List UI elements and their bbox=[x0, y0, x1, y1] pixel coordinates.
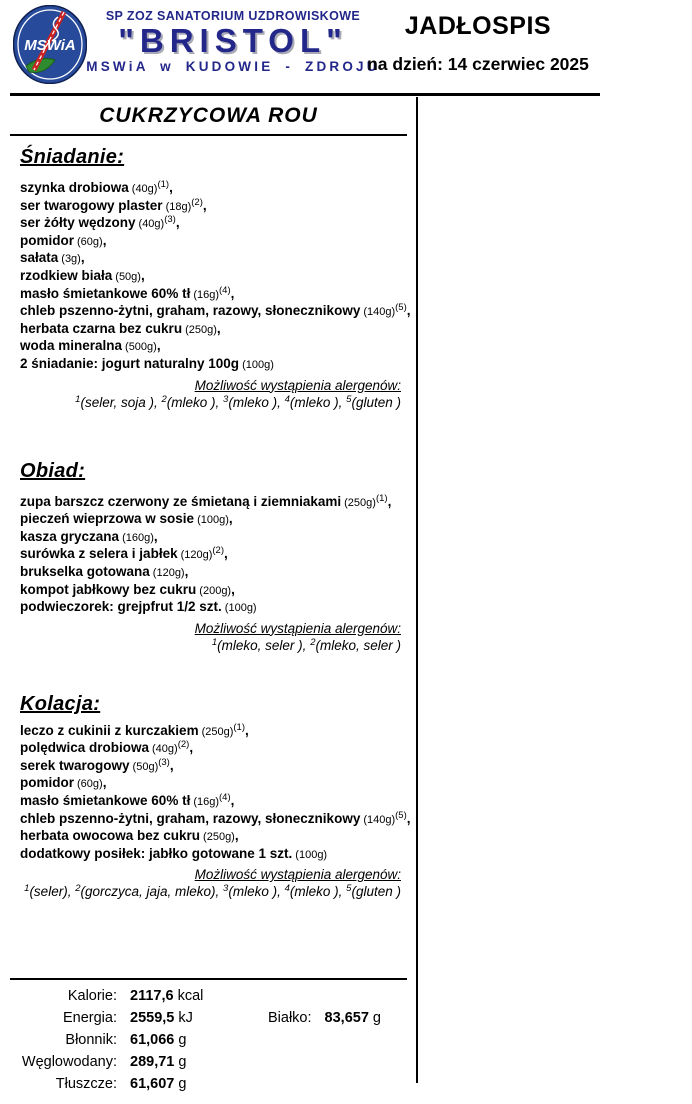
menu-item-portion: (120g) bbox=[152, 566, 185, 579]
nutrition-unit: g bbox=[178, 1076, 187, 1092]
allergen-text: (mleko ), bbox=[289, 884, 347, 900]
menu-item-name: kompot jabłkowy bez cukru bbox=[20, 581, 197, 597]
allergen-number: 3 bbox=[223, 393, 229, 405]
nutrition-row bbox=[10, 1029, 407, 1051]
allergen-block bbox=[10, 867, 407, 899]
menu-item bbox=[20, 286, 407, 304]
allergen-number: 4 bbox=[284, 393, 290, 405]
menu-item bbox=[20, 268, 407, 286]
allergen-text: (gorczyca, jaja, mleko), bbox=[80, 884, 224, 900]
allergen-number: 1 bbox=[211, 636, 218, 648]
item-separator: , bbox=[234, 828, 239, 844]
nutrition-row bbox=[10, 1007, 407, 1029]
menu-item bbox=[20, 338, 407, 356]
allergen-list bbox=[10, 395, 401, 410]
menu-item-name: rzodkiew biała bbox=[20, 267, 113, 283]
menu-item-list bbox=[20, 179, 411, 374]
meal-section-obiad bbox=[10, 450, 407, 653]
section-heading: Kolacja: bbox=[20, 692, 101, 715]
item-separator: , bbox=[189, 740, 194, 756]
menu-item bbox=[20, 582, 407, 600]
menu-item-portion: (250g) bbox=[201, 725, 234, 738]
menu-item-name: polędwica drobiowa bbox=[20, 740, 150, 756]
menu-item-name: masło śmietankowe 60% tł bbox=[20, 285, 191, 301]
allergen-reference: (2) bbox=[212, 545, 225, 557]
protein-group bbox=[268, 1007, 381, 1029]
menu-item-portion: (40g) bbox=[131, 183, 158, 195]
item-separator: , bbox=[245, 722, 249, 738]
allergen-number: 2 bbox=[161, 393, 167, 405]
nutrition-unit: g bbox=[178, 1032, 187, 1048]
menu-item-name: chleb pszenno-żytni, graham, razowy, słonecznikowy bbox=[20, 810, 361, 826]
nutrition-label: Kalorie: bbox=[67, 988, 117, 1004]
allergen-number: 2 bbox=[75, 883, 81, 895]
menu-item-portion: (60g) bbox=[77, 235, 103, 248]
menu-item-portion: (16g) bbox=[193, 288, 220, 301]
menu-item-name: herbata owocowa bez cukru bbox=[20, 828, 201, 844]
menu-item-portion: (100g) bbox=[197, 514, 229, 527]
menu-item bbox=[20, 302, 411, 321]
menu-item-name: brukselka gotowana bbox=[20, 563, 150, 579]
menu-item-portion: (200g) bbox=[199, 584, 232, 597]
item-separator: , bbox=[156, 338, 161, 354]
allergen-number: 5 bbox=[346, 883, 352, 895]
menu-item-portion: (100g) bbox=[242, 358, 274, 371]
allergen-text: (seler, soja ), bbox=[80, 394, 162, 410]
menu-item-portion: (16g) bbox=[193, 796, 220, 809]
menu-item-portion: (100g) bbox=[224, 602, 257, 615]
menu-item-portion: (250g) bbox=[344, 496, 376, 509]
meal-sections bbox=[10, 136, 411, 900]
menu-item-list bbox=[20, 721, 411, 864]
item-separator: , bbox=[216, 320, 221, 336]
allergen-heading: Możliwość wystąpienia alergenów: bbox=[194, 377, 401, 393]
menu-item bbox=[20, 793, 407, 811]
item-separator: , bbox=[224, 546, 228, 562]
menu-item-name: ser twarogowy plaster bbox=[20, 197, 163, 213]
menu-item bbox=[20, 809, 411, 829]
item-separator: , bbox=[202, 197, 207, 213]
allergen-reference: (1) bbox=[157, 179, 170, 190]
menu-item bbox=[20, 180, 407, 198]
menu-item-name: serek twarogowy bbox=[20, 757, 130, 773]
organization-type: SP ZOZ SANATORIUM UZDROWISKOWE bbox=[105, 9, 361, 23]
nutrition-label: Energia: bbox=[62, 1010, 117, 1026]
allergen-text: (mleko, seler ) bbox=[315, 637, 401, 653]
allergen-heading: Możliwość wystąpienia alergenów: bbox=[194, 620, 401, 636]
menu-item-name: zupa barszcz czerwony ze śmietaną i ziemniakami bbox=[20, 493, 342, 509]
nutrition-value: 83,657 bbox=[324, 1010, 369, 1026]
nutrition-row bbox=[10, 1051, 407, 1073]
allergen-reference: (1) bbox=[375, 492, 388, 504]
menu-item bbox=[20, 723, 407, 741]
menu-column bbox=[10, 97, 411, 900]
allergen-text: (gluten ) bbox=[351, 884, 401, 900]
allergen-block bbox=[10, 621, 407, 653]
menu-item-portion: (100g) bbox=[295, 848, 328, 861]
menu-item-portion: (50g) bbox=[132, 760, 159, 773]
allergen-reference: (3) bbox=[164, 214, 176, 226]
allergen-list bbox=[10, 884, 401, 899]
menu-item-name: pomidor bbox=[20, 232, 74, 248]
menu-item-name: leczo z cukinii z kurczakiem bbox=[20, 722, 199, 738]
item-separator: , bbox=[80, 250, 85, 266]
menu-item-portion: (140g) bbox=[363, 306, 396, 319]
item-separator: , bbox=[169, 180, 173, 195]
nutrition-value: 2559,5 bbox=[130, 1010, 175, 1026]
nutrition-value: 289,71 bbox=[130, 1054, 175, 1070]
section-heading: Obiad: bbox=[20, 459, 86, 482]
allergen-reference: (4) bbox=[219, 792, 231, 804]
nutrition-value: 61,607 bbox=[130, 1076, 175, 1092]
menu-item-name: podwieczorek: grejpfrut 1/2 szt. bbox=[20, 599, 222, 615]
menu-item bbox=[20, 846, 407, 864]
menu-item bbox=[20, 775, 407, 793]
document-title: JADŁOSPIS bbox=[404, 12, 552, 40]
meal-section-sniadanie bbox=[10, 136, 411, 410]
menu-item-name: masło śmietankowe 60% tł bbox=[20, 793, 191, 809]
allergen-text: (gluten ) bbox=[351, 394, 401, 410]
diet-title: CUKRZYCOWA ROU bbox=[99, 104, 318, 127]
allergen-list bbox=[10, 638, 401, 653]
column-divider bbox=[416, 97, 418, 1083]
item-separator: , bbox=[140, 267, 145, 283]
nutrition-unit: g bbox=[178, 1054, 187, 1070]
menu-item bbox=[20, 599, 407, 617]
nutrition-label: Błonnik: bbox=[65, 1032, 117, 1048]
menu-item-portion: (40g) bbox=[152, 743, 178, 756]
menu-item-portion: (60g) bbox=[77, 778, 103, 791]
menu-item-name: chleb pszenno-żytni, graham, razowy, słonecznikowy bbox=[20, 303, 361, 319]
mswia-logo bbox=[13, 5, 87, 84]
menu-item-name: herbata czarna bez cukru bbox=[20, 320, 183, 336]
item-separator: , bbox=[230, 793, 235, 809]
nutrition-label: Węglowodany: bbox=[21, 1054, 117, 1070]
menu-item-portion: (500g) bbox=[125, 341, 157, 354]
item-separator: , bbox=[406, 810, 411, 826]
allergen-text: (seler), bbox=[29, 884, 76, 900]
nutrition-unit: kJ bbox=[178, 1010, 193, 1026]
allergen-reference: (1) bbox=[233, 721, 245, 733]
allergen-heading: Możliwość wystąpienia alergenów: bbox=[194, 867, 401, 883]
menu-item bbox=[20, 250, 407, 268]
nutrition-row bbox=[10, 985, 407, 1007]
allergen-text: (mleko ), bbox=[289, 394, 347, 410]
menu-item-portion: (3g) bbox=[61, 253, 81, 266]
item-separator: , bbox=[102, 775, 107, 791]
menu-item bbox=[20, 758, 407, 776]
item-separator: , bbox=[228, 511, 233, 527]
nutrition-value: 2117,6 bbox=[130, 988, 174, 1004]
menu-item-portion: (250g) bbox=[185, 323, 217, 336]
menu-item bbox=[20, 198, 407, 216]
menu-item bbox=[20, 740, 407, 758]
allergen-text: (mleko ), bbox=[166, 394, 224, 410]
logo-text: MSWiA bbox=[24, 37, 76, 54]
menu-item-name: pomidor bbox=[20, 775, 74, 791]
section-heading: Śniadanie: bbox=[20, 146, 125, 168]
item-separator: , bbox=[175, 215, 180, 231]
nutrition-row bbox=[10, 1073, 407, 1095]
item-separator: , bbox=[102, 232, 107, 248]
menu-item bbox=[20, 511, 407, 529]
allergen-text: (mleko, seler ), bbox=[217, 637, 311, 653]
organization-block bbox=[78, 9, 388, 74]
nutrition-summary bbox=[10, 978, 407, 1095]
menu-item bbox=[20, 546, 407, 564]
nutrition-label: Białko: bbox=[268, 1010, 312, 1026]
organization-location: MSWiA w KUDOWIE - ZDROJU bbox=[86, 59, 380, 74]
header-divider bbox=[10, 93, 600, 96]
menu-item-name: sałata bbox=[20, 250, 59, 266]
menu-item-list bbox=[20, 494, 407, 617]
menu-item bbox=[20, 564, 407, 582]
document-header bbox=[0, 0, 692, 94]
item-separator: , bbox=[169, 757, 174, 773]
nutrition-label: Tłuszcze: bbox=[55, 1076, 117, 1092]
item-separator: , bbox=[387, 493, 392, 509]
menu-item-portion: (250g) bbox=[203, 831, 235, 844]
menu-item-portion: (40g) bbox=[138, 218, 165, 231]
nutrition-unit: kcal bbox=[177, 988, 204, 1004]
allergen-block bbox=[10, 378, 407, 410]
allergen-reference: (2) bbox=[191, 196, 203, 208]
menu-item bbox=[20, 828, 407, 846]
menu-item-name: szynka drobiowa bbox=[20, 180, 129, 195]
item-separator: , bbox=[184, 563, 189, 579]
menu-item-portion: (18g) bbox=[165, 200, 192, 213]
nutrition-unit: g bbox=[372, 1010, 381, 1026]
allergen-number: 5 bbox=[346, 393, 352, 405]
menu-item bbox=[20, 529, 407, 547]
menu-item bbox=[20, 321, 407, 339]
menu-item-name: pieczeń wieprzowa w sosie bbox=[20, 511, 195, 527]
allergen-reference: (5) bbox=[395, 809, 407, 821]
document-date: na dzień: 14 czerwiec 2025 bbox=[367, 54, 589, 74]
menu-item-name: ser żółty wędzony bbox=[20, 215, 136, 231]
item-separator: , bbox=[153, 528, 158, 544]
allergen-text: (mleko ), bbox=[228, 884, 285, 900]
menu-item-name: woda mineralna bbox=[20, 338, 123, 354]
allergen-number: 2 bbox=[310, 636, 316, 648]
menu-item bbox=[20, 215, 407, 233]
allergen-text: (mleko ), bbox=[228, 394, 285, 410]
allergen-reference: (2) bbox=[177, 739, 190, 751]
menu-item-portion: (120g) bbox=[180, 549, 213, 562]
menu-item bbox=[20, 494, 407, 512]
menu-item-name: kasza gryczana bbox=[20, 528, 120, 544]
item-separator: , bbox=[230, 285, 235, 301]
allergen-number: 4 bbox=[284, 883, 290, 895]
menu-item-name: surówka z selera i jabłek bbox=[20, 546, 178, 562]
allergen-reference: (3) bbox=[158, 756, 170, 768]
menu-item-name: dodatkowy posiłek: jabłko gotowane 1 szt. bbox=[20, 845, 293, 861]
menu-item-portion: (160g) bbox=[122, 531, 154, 544]
menu-item bbox=[20, 233, 407, 251]
document-title-block bbox=[352, 12, 604, 75]
organization-name: "BRISTOL" bbox=[118, 22, 348, 59]
menu-item-portion: (140g) bbox=[363, 813, 396, 826]
menu-item-name: 2 śniadanie: jogurt naturalny 100g bbox=[20, 355, 240, 371]
item-separator: , bbox=[231, 581, 235, 597]
mswia-logo-icon bbox=[13, 5, 87, 84]
allergen-reference: (4) bbox=[219, 284, 231, 296]
nutrition-value: 61,066 bbox=[130, 1032, 175, 1048]
allergen-number: 3 bbox=[223, 883, 229, 895]
menu-item bbox=[20, 356, 407, 374]
menu-item-portion: (50g) bbox=[115, 270, 141, 283]
meal-section-kolacja bbox=[10, 683, 411, 900]
allergen-number: 1 bbox=[24, 883, 30, 895]
allergen-reference: (5) bbox=[395, 302, 407, 314]
allergen-number: 1 bbox=[75, 393, 81, 405]
item-separator: , bbox=[406, 303, 411, 319]
